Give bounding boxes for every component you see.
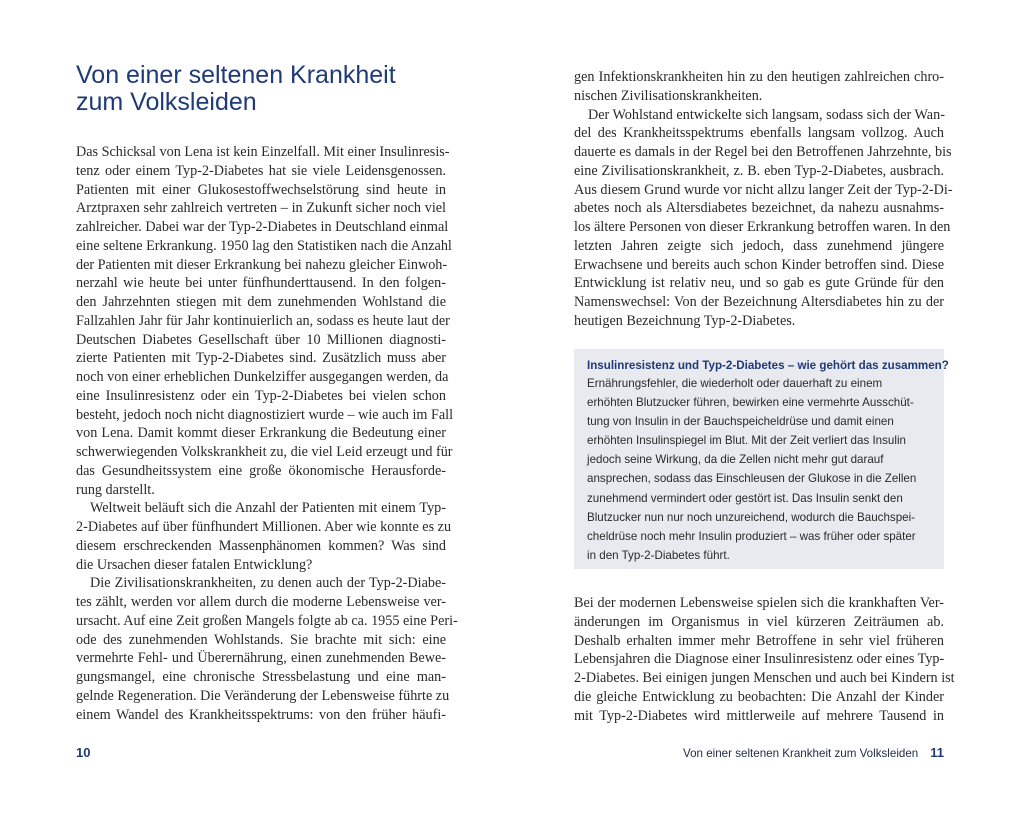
text-line: zahlreicher. Dabei war der Typ-2-Diabetes in Deutschland einmal [76, 219, 449, 235]
text-line: nischen Zivilisationskrankheiten. [574, 87, 763, 104]
info-box-line: tung von Insulin in der Bauchspeicheldrüse und damit einen [587, 415, 894, 429]
left-body-text [76, 143, 458, 724]
text-line: abetes noch als Altersdiabetes bezeichnet, da nahezu ausnahms- [574, 200, 944, 217]
text-line: Patienten mit einer Glukosestoffwechselstörung sind heute in [76, 181, 446, 198]
info-box-line: zunehmend vermindert oder gestört ist. Das Insulin senkt den [587, 491, 903, 505]
page-number: 11 [930, 745, 944, 760]
text-line: heutigen Bezeichnung Typ-2-Diabetes. [574, 312, 796, 329]
text-line: tes zählt, werden vor allem durch die moderne Lebensweise ver- [76, 594, 446, 610]
text-line: 2-Diabetes. Bei einigen jungen Menschen und auch bei Kindern ist [574, 670, 955, 686]
text-line: Lebensjahren die Diagnose einer Insulinresistenz oder eines Typ- [574, 651, 945, 668]
info-box-line: cheldrüse noch mehr Insulin produziert – was früher oder später [587, 529, 916, 543]
info-box-line: Blutzucker nun nur noch unzureichend, wodurch die Bauchspei- [587, 510, 916, 524]
info-box-text [587, 374, 932, 565]
right-page [510, 0, 1020, 813]
paragraph [76, 499, 452, 574]
text-line: dauerte es damals in der Regel bei den Betroffenen Jahrzehnte, bis [574, 144, 952, 160]
text-line: Weltweit beläuft sich die Anzahl der Patienten mit einem Typ- [90, 500, 446, 517]
text-line: ode des zunehmenden Wohlstands. Sie brachte mit sich: eine [76, 631, 446, 648]
paragraph [76, 143, 454, 499]
text-line: tenz oder einem Typ-2-Diabetes hat sie viele Leidensgenossen. [76, 162, 446, 179]
text-line: Namenswechsel: Von der Bezeichnung Altersdiabetes hin zu der [574, 294, 944, 310]
running-head: Von einer seltenen Krankheit zum Volksleiden [683, 747, 919, 760]
text-line: änderungen im Organismus in viel kürzeren Zeiträumen ab. [574, 613, 944, 630]
right-footer [683, 745, 944, 760]
paragraph [574, 106, 953, 331]
text-line: schwerwiegenden Volkskrankheit zu, die viel Leid erzeugt und für [76, 444, 453, 460]
right-body-text-bottom [574, 594, 955, 725]
info-box-line: erhöhten Insulinspiegel im Blut. Mit der Zeit verliert das Insulin [587, 434, 906, 448]
chapter-title-line: zum Volksleiden [76, 88, 257, 116]
text-line: ursacht. Auf eine Zeit großen Mangels folgte ab ca. 1955 eine Peri- [76, 612, 458, 629]
text-line: gelnde Regeneration. Die Veränderung der Lebensweise führte zu [76, 687, 450, 704]
text-line: zierte Patienten mit Typ-2-Diabetes sind. Zusätzlich muss aber [76, 350, 446, 367]
paragraph [574, 68, 944, 106]
text-line: Der Wohlstand entwickelte sich langsam, sodass sich der Wan- [588, 106, 945, 123]
chapter-title [76, 62, 456, 116]
paragraph [574, 594, 955, 725]
left-footer [76, 745, 90, 760]
text-line: noch von einer erheblichen Dunkelziffer ausgegangen werden, da [76, 369, 449, 385]
info-box-line: in den Typ-2-Diabetes führt. [587, 548, 730, 562]
info-box-line: jedoch seine Wirkung, da die Zellen nicht mehr gut darauf [587, 453, 884, 467]
text-line: die Ursachen dieser fatalen Entwicklung? [76, 556, 313, 573]
chapter-title-line: Von einer seltenen Krankheit [76, 61, 396, 89]
right-body-text-top [574, 68, 953, 331]
text-line: Erwachsene und bereits auch schon Kinder betroffen sind. Diese [574, 256, 944, 273]
text-line: nerzahl wie heute bei unter fünfhunderttausend. In den folgen- [76, 275, 446, 292]
text-line: vermehrte Fehl- und Überernährung, einen zunehmenden Bewe- [76, 650, 446, 667]
text-line: besteht, jedoch noch nicht diagnostiziert wurde – wie auch im Fall [76, 406, 454, 423]
text-line: den Jahrzehnten stiegen mit dem zunehmenden Wohlstand die [76, 294, 446, 310]
page-number: 10 [76, 745, 91, 760]
text-line: Arztpraxen sehr zahlreich vertreten – in Zukunft sicher noch viel [76, 200, 446, 217]
text-line: eine Insulinresistenz oder ein Typ-2-Diabetes bei vielen schon [76, 387, 446, 404]
text-line: eine seltene Erkrankung. 1950 lag den Statistiken nach die Anzahl [76, 237, 452, 254]
text-line: Bei der modernen Lebensweise spielen sich die krankhaften Ver- [574, 595, 944, 611]
text-line: gen Infektionskrankheiten hin zu den heutigen zahlreichen chro- [574, 69, 944, 85]
text-line: del des Krankheitsspektrums ebenfalls langsam vollzog. Auch [574, 125, 944, 142]
text-line: diesem erschreckenden Massenphänomen kommen? Was sind [76, 537, 446, 554]
text-line: Fallzahlen Jahr für Jahr kontinuierlich an, sodass es heute laut der [76, 312, 450, 329]
text-line: 2-Diabetes auf über fünfhundert Millionen. Aber wie konnte es zu [76, 519, 452, 535]
text-line: Die Zivilisationskrankheiten, zu denen auch der Typ-2-Diabe- [90, 575, 446, 592]
info-box-line: erhöhten Blutzucker führen, bewirken eine vermehrte Ausschüt- [587, 396, 914, 410]
text-line: Deutschen Diabetes Gesellschaft über 10 Millionen diagnosti- [76, 331, 446, 348]
text-line: los ältere Personen von dieser Erkrankung betroffen waren. In den [574, 219, 951, 235]
text-line: einem Wandel des Krankheitsspektrums: von den früher häufi- [76, 706, 446, 723]
info-box-line: Ernährungsfehler, die wiederholt oder dauerhaft zu einem [587, 377, 883, 390]
info-box-title: Insulinresistenz und Typ-2-Diabetes – wie gehört das zusammen? [587, 359, 949, 372]
text-line: von Lena. Damit kommt dieser Erkrankung die Bedeutung einer [76, 425, 446, 442]
text-line: das Gesundheitssystem eine große ökonomische Herausforde- [76, 462, 446, 479]
text-line: Das Schicksal von Lena ist kein Einzelfall. Mit einer Insulinresis- [76, 144, 450, 160]
text-line: die gleiche Entwicklung zu beobachten: Die Anzahl der Kinder [574, 688, 944, 705]
text-line: rung darstellt. [76, 481, 155, 498]
paragraph [76, 574, 458, 724]
text-line: gungsmangel, eine chronische Stressbelastung und eine man- [76, 669, 446, 685]
text-line: mit Typ-2-Diabetes wird mittlerweile auf mehrere Tausend in [574, 707, 944, 724]
text-line: Aus diesem Grund wurde vor nicht allzu langer Zeit der Typ-2-Di- [574, 181, 953, 198]
text-line: letzten Jahren zeigte sich jedoch, dass zunehmend jüngere [574, 237, 944, 254]
text-line: Deshalb erhalten immer mehr Betroffene in sehr viel früheren [574, 632, 944, 649]
text-line: der Patienten mit dieser Erkrankung bei nahezu gleicher Einwoh- [76, 256, 448, 273]
info-box-line: ansprechen, sodass das Einschleusen der Glukose in die Zellen [587, 472, 917, 486]
text-line: Entwicklung ist relativ neu, und so gab es gute Gründe für den [574, 275, 944, 292]
text-line: eine Zivilisationskrankheit, z. B. eben Typ-2-Diabetes, ausbrach. [574, 162, 944, 179]
info-box [574, 349, 949, 569]
